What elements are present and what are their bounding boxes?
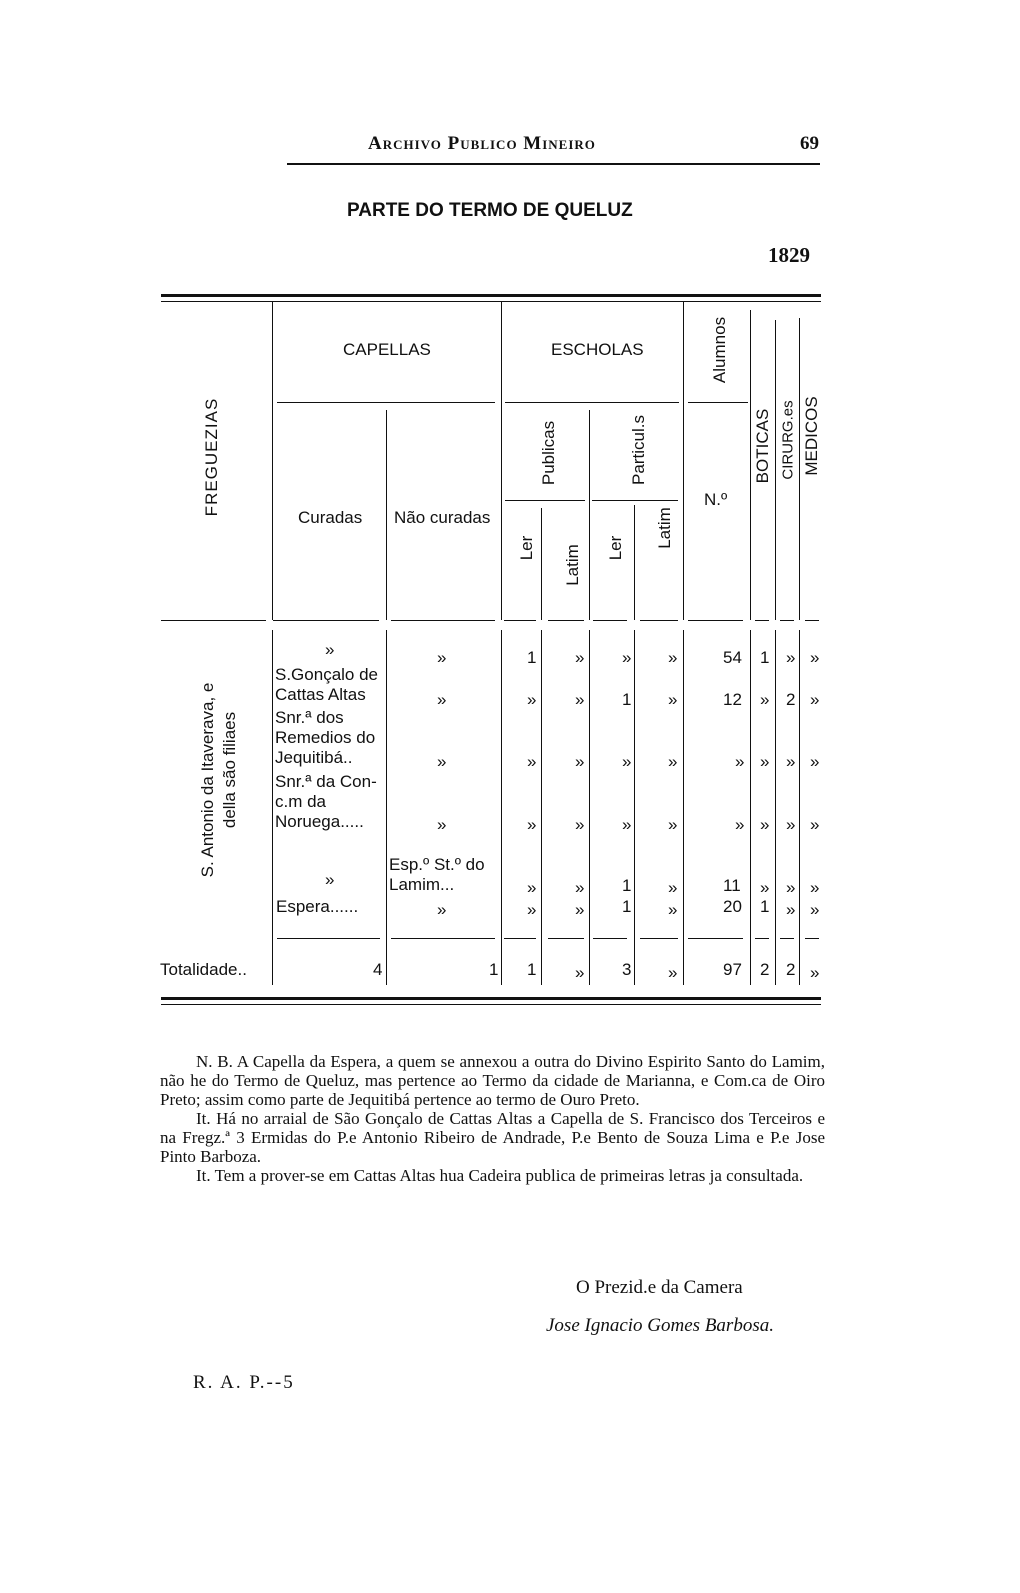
total-sep-10 (805, 938, 819, 939)
year: 1829 (768, 243, 810, 267)
total-sep-5 (593, 938, 627, 939)
cell-boticas: » (760, 878, 770, 897)
total-ler-part: 3 (622, 960, 632, 979)
cell-alumnos: 12 (723, 690, 742, 709)
signature-name: Jose Ignacio Gomes Barbosa. (546, 1315, 774, 1336)
total-boticas: 2 (760, 960, 770, 979)
cell-curadas: S.Gonçalo de Cattas Altas (275, 665, 379, 704)
total-cirurg: 2 (786, 960, 796, 979)
body-vline-8 (750, 630, 751, 985)
body-vline-9 (775, 630, 776, 985)
total-label: Totalidade.. (160, 960, 247, 979)
vline-curadas-naocuradas (386, 410, 387, 620)
vline-alumnos-boticas (750, 310, 751, 620)
cell-ler-part: » (622, 815, 632, 834)
col-publicas: Publicas (539, 420, 558, 486)
top-double-rule (161, 294, 821, 297)
cell-latim-part: » (668, 900, 678, 919)
total-curadas: 4 (373, 960, 383, 979)
group-escholas: ESCHOLAS (551, 340, 644, 359)
cell-boticas: » (760, 815, 770, 834)
cell-nao-curadas: » (437, 815, 447, 834)
col-nao-curadas: Não curadas (394, 508, 491, 527)
signature-role: O Prezid.e da Camera (576, 1277, 743, 1298)
cell-latim-pub: » (575, 815, 585, 834)
vline-ler-latim-part (634, 505, 635, 620)
sep-11 (805, 620, 819, 621)
cell-nao-curadas: » (437, 648, 447, 667)
total-sep-3 (504, 938, 536, 939)
cell-medicos: » (810, 815, 820, 834)
cell-latim-pub: » (575, 878, 585, 897)
cell-ler-part: » (622, 752, 632, 771)
cell-curadas: » (325, 870, 335, 889)
col-numero: N.º (704, 490, 728, 509)
cell-alumnos: 54 (723, 648, 742, 667)
cell-latim-pub: » (575, 690, 585, 709)
total-sep-6 (640, 938, 678, 939)
sep-1 (161, 620, 266, 621)
cell-medicos: » (810, 752, 820, 771)
notes-block (160, 1052, 825, 1185)
body-vline-1 (272, 630, 273, 985)
total-medicos: » (810, 963, 820, 982)
cell-nao-curadas: » (437, 690, 447, 709)
vline-escholas-alumnos (683, 302, 684, 620)
cell-cirurg: » (786, 878, 796, 897)
total-ler-pub: 1 (527, 960, 537, 979)
total-latim-part: » (668, 963, 678, 982)
hline-escholas (505, 402, 679, 403)
cell-curadas: Snr.ª dos Remedios do Jequitibá.. (275, 708, 376, 767)
hline-publicas (505, 500, 585, 501)
body-vline-6 (634, 630, 635, 985)
cell-medicos: » (810, 900, 820, 919)
col-alumnos: Alumnos (710, 316, 729, 384)
cell-cirurg: » (786, 900, 796, 919)
cell-ler-pub: » (527, 690, 537, 709)
cell-alumnos: 11 (723, 876, 741, 895)
top-double-rule-2 (161, 301, 821, 302)
vline-capellas-escholas (501, 302, 502, 620)
cell-latim-pub: » (575, 752, 585, 771)
vline-publicas-particul (589, 410, 590, 620)
note-paragraph: N. B. A Capella da Espera, a quem se annexou a outra do Divino Espirito Santo do Lamim, não he do Termo de Queluz, mas pertence ao Termo da cidade de Marianna, e Com.ca de Oiro Preto; assim como parte de Jequitibá pertence ao termo de Ouro Preto. (160, 1052, 825, 1109)
body-vline-7 (683, 630, 684, 985)
total-sep-1 (277, 938, 380, 939)
cell-ler-pub: » (527, 900, 537, 919)
cell-curadas: Snr.ª da Con-c.m da Noruega..... (275, 772, 377, 831)
vline-boticas-cirurg (775, 320, 776, 620)
total-latim-pub: » (575, 963, 585, 982)
bottom-double-rule-2 (161, 1004, 821, 1005)
sep-6 (593, 620, 627, 621)
note-paragraph: It. Há no arraial de São Gonçalo de Cattas Altas a Capella de S. Francisco dos Terceiros e na Fregz.ª 3 Ermidas do P.e Antonio Ribeiro de Andrade, P.e Bento de Souza Lima e P.e Jose Pinto Barboza. (160, 1109, 825, 1166)
cell-latim-pub: » (575, 900, 585, 919)
cell-boticas: » (760, 690, 770, 709)
cell-ler-pub: » (527, 878, 537, 897)
cell-ler-part: » (622, 648, 632, 667)
body-vline-3 (501, 630, 502, 985)
sep-2 (273, 620, 379, 621)
parish-name-line-2: della são filiaes (220, 711, 239, 829)
cell-latim-pub: » (575, 648, 585, 667)
cell-nao-curadas: » (437, 752, 447, 771)
body-vline-5 (589, 630, 590, 985)
hline-alumnos (688, 402, 748, 403)
col-particul: Particul.s (629, 415, 648, 485)
sep-8 (688, 620, 743, 621)
sep-7 (640, 620, 678, 621)
cell-ler-part: 1 (622, 690, 632, 709)
total-sep-8 (755, 938, 769, 939)
body-vline-10 (799, 630, 800, 985)
cell-ler-part: 1 (622, 876, 632, 895)
hline-capellas (277, 402, 495, 403)
total-sep-9 (780, 938, 794, 939)
cell-curadas: Espera...... (276, 897, 359, 916)
cell-medicos: » (810, 878, 820, 897)
cell-boticas: 1 (760, 648, 770, 667)
cell-cirurg: 2 (786, 690, 796, 709)
col-curadas: Curadas (298, 508, 363, 527)
vline-freguezias (272, 302, 273, 620)
parish-name-line-1: S. Antonio da Itaverava, e (198, 682, 217, 878)
cell-latim-part: » (668, 648, 678, 667)
header-rule (287, 163, 820, 165)
col-latim-particul: Latim (655, 507, 674, 549)
cell-latim-part: » (668, 752, 678, 771)
total-sep-7 (688, 938, 743, 939)
vline-ler-latim-pub (541, 508, 542, 620)
cell-boticas: » (760, 752, 770, 771)
sep-10 (780, 620, 794, 621)
cell-cirurg: » (786, 648, 796, 667)
cell-ler-pub: » (527, 752, 537, 771)
total-sep-2 (391, 938, 495, 939)
group-capellas: CAPELLAS (343, 340, 431, 359)
running-header-title: Archivo Publico Mineiro (368, 133, 596, 154)
col-freguezias: FREGUEZIAS (202, 397, 221, 517)
total-nao-curadas: 1 (489, 960, 499, 979)
cell-ler-part: 1 (622, 897, 632, 916)
vline-cirurg-medicos (799, 318, 800, 620)
page-number: 69 (800, 133, 819, 154)
note-paragraph: It. Tem a prover-se em Cattas Altas hua Cadeira publica de primeiras letras ja consultada. (196, 1166, 804, 1185)
cell-boticas: 1 (760, 897, 770, 916)
cell-latim-part: » (668, 815, 678, 834)
cell-medicos: » (810, 690, 820, 709)
total-alumnos: 97 (723, 960, 742, 979)
cell-latim-part: » (668, 690, 678, 709)
cell-latim-part: » (668, 878, 678, 897)
sep-5 (548, 620, 584, 621)
cell-alumnos: » (735, 752, 745, 771)
col-ler-publicas: Ler (517, 535, 536, 561)
col-medicos: MEDICOS (802, 396, 821, 476)
col-boticas: BOTICAS (753, 408, 772, 484)
cell-cirurg: » (786, 752, 796, 771)
bottom-double-rule (161, 997, 821, 1000)
col-latim-publicas: Latim (563, 544, 582, 586)
total-sep-4 (548, 938, 584, 939)
body-vline-4 (541, 630, 542, 985)
cell-alumnos: » (735, 815, 745, 834)
col-ler-particul: Ler (606, 535, 625, 561)
sep-9 (755, 620, 769, 621)
cell-ler-pub: 1 (527, 648, 537, 667)
cell-nao-curadas: Esp.º St.º do Lamim... (389, 855, 485, 894)
cell-alumnos: 20 (723, 897, 742, 916)
sep-3 (391, 620, 495, 621)
cell-curadas: » (325, 640, 335, 659)
cell-cirurg: » (786, 815, 796, 834)
table-title: PARTE DO TERMO DE QUELUZ (347, 200, 633, 221)
cell-nao-curadas: » (437, 900, 447, 919)
cell-medicos: » (810, 648, 820, 667)
page-footer: R. A. P.--5 (193, 1372, 295, 1393)
hline-particul (592, 500, 678, 501)
sep-4 (504, 620, 536, 621)
cell-ler-pub: » (527, 815, 537, 834)
col-cirurg: CIRURG.es (779, 400, 797, 480)
